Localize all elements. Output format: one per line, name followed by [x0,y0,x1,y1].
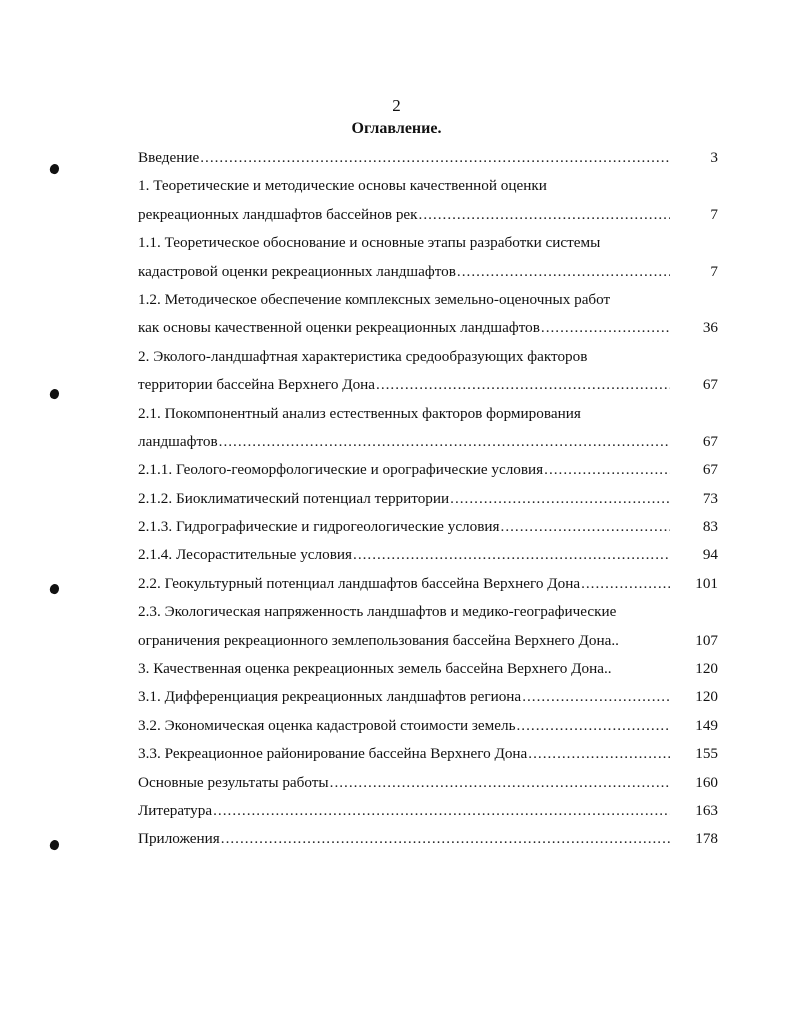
toc-entry-text: территории бассейна Верхнего Дона [138,376,376,394]
toc-entry-line [138,513,718,541]
toc-entry-line [138,144,718,172]
dot-leader [213,797,670,825]
toc-page-number: 83 [702,518,718,536]
toc-entry-text: Приложения [138,830,220,848]
toc-entry-text: как основы качественной оценки рекреационных ландшафтов [138,319,540,337]
toc-page-number: 120 [695,660,718,678]
toc-entry-line [138,258,718,286]
toc-entry-line [138,769,718,797]
dot-leader [450,485,670,513]
dot-leader [219,428,670,456]
toc-entry-line [138,541,718,569]
dot-leader [353,541,670,569]
toc-entry-line [138,825,718,853]
toc-page-number: 160 [695,773,718,791]
toc-entry-text: ограничения рекреационного землепользования бассейна Верхнего Дона.. [138,631,619,649]
toc-page-number: 178 [695,830,718,848]
dot-leader [221,825,670,853]
dot-leader [522,683,670,711]
toc-entry-text: Литература [138,801,213,819]
toc-entry-line [138,740,718,768]
toc-entry-text: 1.2. Методическое обеспечение комплексных земельно-оценочных работ [138,290,611,308]
dot-leader [581,570,670,598]
dot-leader [541,314,670,342]
dot-leader [457,258,670,286]
dot-leader [501,513,670,541]
toc-entry-line [138,712,718,740]
toc-entry-line [138,400,718,428]
margin-punch-mark [49,839,61,851]
margin-punch-mark [49,163,61,175]
toc-entry-line [138,797,718,825]
page-number: 2 [392,96,401,115]
toc-entry-text: 2.3. Экологическая напряженность ландшафтов и медико-географические [138,603,617,621]
dot-leader [200,144,670,172]
toc-entry-line [138,371,718,399]
toc-entry-text: кадастровой оценки рекреационных ландшафтов [138,262,456,280]
toc-entry-text: 1. Теоретические и методические основы качественной оценки [138,177,547,195]
toc-entry-text: 2.1.3. Гидрографические и гидрогеологические условия [138,518,500,536]
toc-entry-line [138,229,718,257]
dot-leader [376,371,670,399]
toc-page-number: 101 [695,574,718,592]
dot-leader [517,712,671,740]
toc-page-number: 67 [702,376,718,394]
toc-page-number: 67 [702,432,718,450]
toc-page-number: 155 [695,745,718,763]
toc-entry-line [138,201,718,229]
toc-entry-line [138,655,718,683]
toc-entry-text: 3.1. Дифференциация рекреационных ландшафтов региона [138,688,522,706]
toc-entry-text: 2.1. Покомпонентный анализ естественных факторов формирования [138,404,581,422]
toc-page-number: 94 [702,546,718,564]
toc-entry-line [138,172,718,200]
toc-page-number: 149 [695,716,718,734]
toc-entry-text: ландшафтов [138,432,218,450]
toc-page-number: 67 [702,461,718,479]
dot-leader [330,769,670,797]
toc-page-number: 107 [695,631,718,649]
toc-page-number: 120 [695,688,718,706]
toc-entry-line [138,627,718,655]
dot-leader [419,201,670,229]
toc-page-number: 73 [702,489,718,507]
toc-page-number: 7 [710,205,718,223]
toc-entry-line [138,428,718,456]
toc-entry-text: 3.3. Рекреационное районирование бассейна Верхнего Дона [138,745,528,763]
toc-entry-line [138,598,718,626]
toc-entry-line [138,570,718,598]
toc-entry-text: 2. Эколого-ландшафтная характеристика средообразующих факторов [138,347,588,365]
toc-entry-text: 1.1. Теоретическое обоснование и основные этапы разработки системы [138,234,601,252]
toc-entry-line [138,286,718,314]
toc-entry-text: Введение [138,148,200,166]
toc-page-number: 7 [710,262,718,280]
dot-leader [544,456,670,484]
toc-entry-line [138,314,718,342]
toc-page-number: 163 [695,801,718,819]
margin-punch-mark [49,583,61,595]
toc-entry-text: 3.2. Экономическая оценка кадастровой стоимости земель [138,716,516,734]
toc-entry-line [138,485,718,513]
toc-page-number: 36 [702,319,718,337]
toc-entry-text: рекреационных ландшафтов бассейнов рек [138,205,418,223]
toc-entry-line [138,456,718,484]
toc-page-number: 3 [710,148,718,166]
toc-title: Оглавление. [351,120,442,137]
toc-entry-text: 2.1.2. Биоклиматический потенциал территории [138,489,450,507]
toc-entry-text: 2.1.1. Геолого-геоморфологические и орографические условия [138,461,544,479]
table-of-contents [138,144,718,854]
toc-entry-text: 2.2. Геокультурный потенциал ландшафтов бассейна Верхнего Дона [138,574,581,592]
toc-entry-line [138,343,718,371]
toc-entry-line [138,683,718,711]
margin-punch-mark [49,388,61,400]
toc-entry-text: Основные результаты работы [138,773,329,791]
dot-leader [528,740,670,768]
toc-entry-text: 3. Качественная оценка рекреационных земель бассейна Верхнего Дона.. [138,660,612,678]
toc-entry-text: 2.1.4. Лесорастительные условия [138,546,353,564]
